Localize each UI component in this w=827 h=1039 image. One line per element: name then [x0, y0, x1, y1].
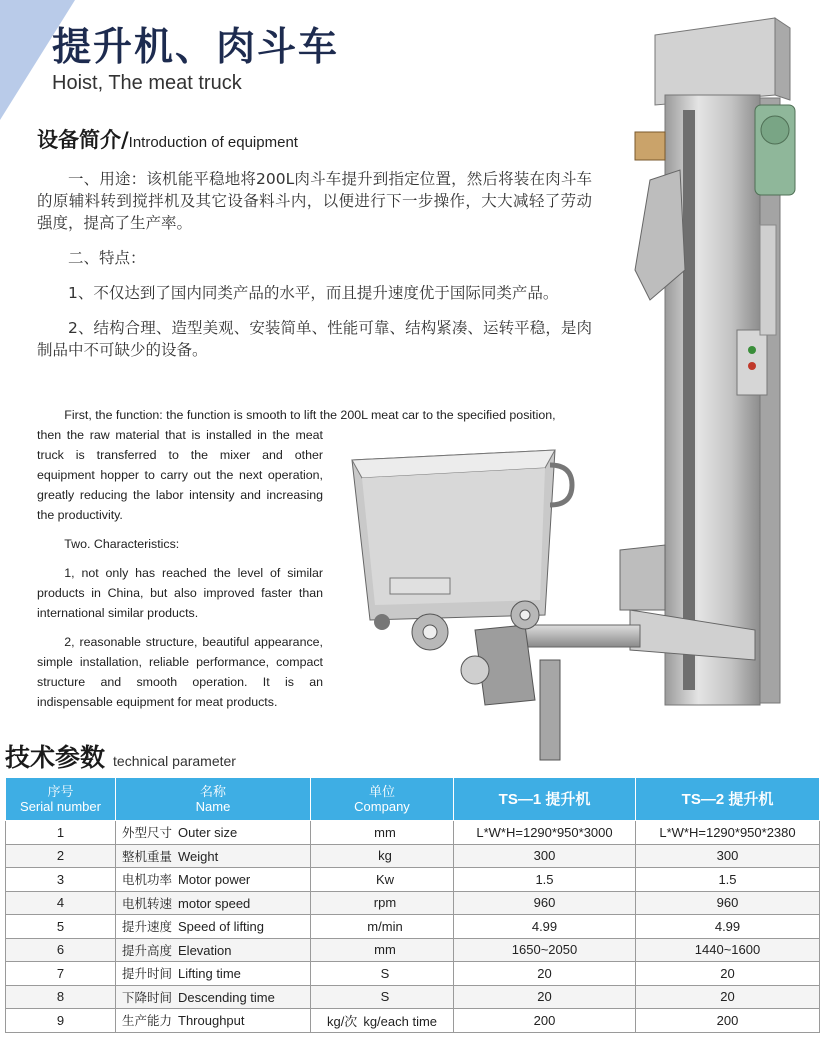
header-unit-en: Company: [354, 799, 410, 814]
cell-unit-cn: kg/次: [326, 1013, 358, 1029]
cell-unit-en: S: [380, 965, 390, 981]
cell-name: [116, 985, 311, 1009]
cell-unit-en: Kw: [375, 871, 395, 887]
cell-name: [116, 821, 311, 845]
cell-unit-en: S: [380, 989, 390, 1005]
cell-unit: [311, 1009, 454, 1033]
page-title: 提升机、肉斗车: [52, 25, 340, 70]
cell-unit: [311, 844, 454, 868]
cell-unit: [311, 891, 454, 915]
cell-name: [116, 844, 311, 868]
parameter-table: [5, 777, 820, 1033]
cell-unit: [311, 962, 454, 986]
cell-unit-en: rpm: [373, 895, 397, 911]
cell-ts2: 20: [636, 985, 820, 1009]
cell-ts1: 1.5: [454, 868, 636, 892]
cell-ts1: 960: [454, 891, 636, 915]
header-serial-cn: 序号: [47, 784, 74, 799]
cell-unit: [311, 938, 454, 962]
cell-ts1: 1650~2050: [454, 938, 636, 962]
en-paragraph: Two. Characteristics:: [64, 537, 180, 551]
table-row: [6, 891, 820, 915]
meat-truck-image: [340, 440, 585, 655]
cell-name: [116, 891, 311, 915]
table-row: [6, 821, 820, 845]
cell-name-en: Throughput: [178, 1013, 245, 1029]
hoist-machine-image: [455, 10, 827, 770]
header-unit-cn: 单位: [368, 784, 395, 799]
cell-serial: 1: [6, 821, 116, 845]
cell-ts1: 200: [454, 1009, 636, 1033]
cell-unit-en: mm: [374, 942, 396, 958]
cell-unit: [311, 985, 454, 1009]
cell-name-en: Descending time: [178, 989, 275, 1005]
cell-name-cn: 电机功率: [122, 873, 173, 888]
cell-name-en: Motor power: [178, 872, 251, 888]
cell-ts1: 300: [454, 844, 636, 868]
header-name-en: Name: [195, 799, 231, 814]
cell-ts1: L*W*H=1290*950*3000: [454, 821, 636, 845]
cell-name-cn: 提升速度: [122, 920, 173, 935]
cell-ts2: 4.99: [636, 915, 820, 939]
table-row: [6, 985, 820, 1009]
table-body: [6, 821, 820, 1033]
cell-unit-en: mm: [374, 824, 396, 840]
en-paragraph: then the raw material that is installed in the meat truck is transferred to the mixer and other equipment hopper to carry out the next operation, greatly reducing the labor intensity and increasing the productivity.: [37, 428, 323, 522]
cell-name-en: motor speed: [178, 895, 251, 911]
intro-heading-cn: 设备简介/: [37, 128, 129, 152]
table-row: [6, 1009, 820, 1033]
cn-paragraph: 1、不仅达到了国内同类产品的水平，而且提升速度优于国际同类产品。: [68, 284, 559, 302]
cell-ts2: 1.5: [636, 868, 820, 892]
cell-serial: 8: [6, 985, 116, 1009]
cn-paragraph: 二、特点：: [68, 249, 146, 267]
en-paragraph: First, the function: the function is smooth to lift the 200L meat car to the specified position,: [64, 408, 556, 422]
cell-name-en: Speed of lifting: [178, 919, 265, 935]
cell-ts2: L*W*H=1290*950*2380: [636, 821, 820, 845]
en-paragraph: 2, reasonable structure, beautiful appearance, simple installation, reliable performance, compact structure and smooth operation. It is an indispensable equipment for meat products.: [37, 635, 323, 709]
cell-name: [116, 1009, 311, 1033]
cell-name-cn: 整机重量: [122, 849, 173, 864]
cell-name-cn: 提升高度: [122, 943, 173, 958]
cell-ts2: 300: [636, 844, 820, 868]
table-row: [6, 844, 820, 868]
cn-paragraph: 2、结构合理、造型美观、安装简单、性能可靠、结构紧凑、运转平稳，是肉制品中不可缺少的设备。: [37, 319, 592, 359]
cell-name-en: Weight: [178, 848, 219, 864]
intro-heading-en: Introduction of equipment: [128, 134, 298, 151]
cell-name-cn: 生产能力: [122, 1014, 173, 1029]
cell-name-en: Outer size: [178, 825, 238, 841]
cell-unit: [311, 915, 454, 939]
params-heading: [5, 738, 236, 774]
cell-name-en: Elevation: [178, 942, 232, 958]
intro-heading: [37, 124, 298, 154]
table-row: [6, 962, 820, 986]
cell-name: [116, 915, 311, 939]
cell-unit: [311, 821, 454, 845]
params-heading-cn: 技术参数: [5, 743, 106, 772]
cell-name-cn: 电机转速: [122, 896, 173, 911]
cell-unit-en: kg: [378, 848, 392, 864]
header-name-cn: 名称: [199, 784, 226, 799]
cell-ts2: 1440~1600: [636, 938, 820, 962]
cell-name: [116, 938, 311, 962]
header-name: [116, 778, 311, 821]
en-paragraph: 1, not only has reached the level of similar products in China, but also improved faster than international similar products.: [37, 566, 323, 620]
cell-ts2: 20: [636, 962, 820, 986]
cell-serial: 3: [6, 868, 116, 892]
cell-ts2: 960: [636, 891, 820, 915]
cell-name: [116, 962, 311, 986]
header-serial-en: Serial number: [20, 799, 101, 814]
cell-unit-en: kg/each time: [363, 1013, 438, 1029]
params-heading-en: technical parameter: [113, 753, 236, 769]
cell-unit-en: m/min: [367, 918, 403, 934]
cell-name-cn: 外型尺寸: [122, 826, 173, 841]
table-row: [6, 938, 820, 962]
page-subtitle: Hoist, The meat truck: [52, 72, 242, 94]
table-row: [6, 915, 820, 939]
cell-ts1: 20: [454, 985, 636, 1009]
table-row: [6, 868, 820, 892]
cell-serial: 5: [6, 915, 116, 939]
cell-serial: 2: [6, 844, 116, 868]
cell-ts1: 4.99: [454, 915, 636, 939]
cell-serial: 7: [6, 962, 116, 986]
cell-name-en: Lifting time: [178, 966, 241, 982]
cell-ts1: 20: [454, 962, 636, 986]
header-unit: [311, 778, 454, 821]
header-model-ts2: TS—2 提升机: [636, 778, 820, 821]
cell-serial: 9: [6, 1009, 116, 1033]
cell-serial: 4: [6, 891, 116, 915]
cell-serial: 6: [6, 938, 116, 962]
cn-paragraph: 一、用途：该机能平稳地将200L肉斗车提升到指定位置，然后将装在肉斗车的原辅料转到搅拌机及其它设备料斗内，以便进行下一步操作，大大减轻了劳动强度，提高了生产率。: [37, 170, 592, 232]
cell-name-cn: 下降时间: [122, 990, 173, 1005]
header-model-ts1: TS—1 提升机: [454, 778, 636, 821]
cell-ts2: 200: [636, 1009, 820, 1033]
cell-name-cn: 提升时间: [122, 967, 173, 982]
cell-name: [116, 868, 311, 892]
cell-unit: [311, 868, 454, 892]
header-serial: [6, 778, 116, 821]
table-header-row: [6, 778, 820, 821]
